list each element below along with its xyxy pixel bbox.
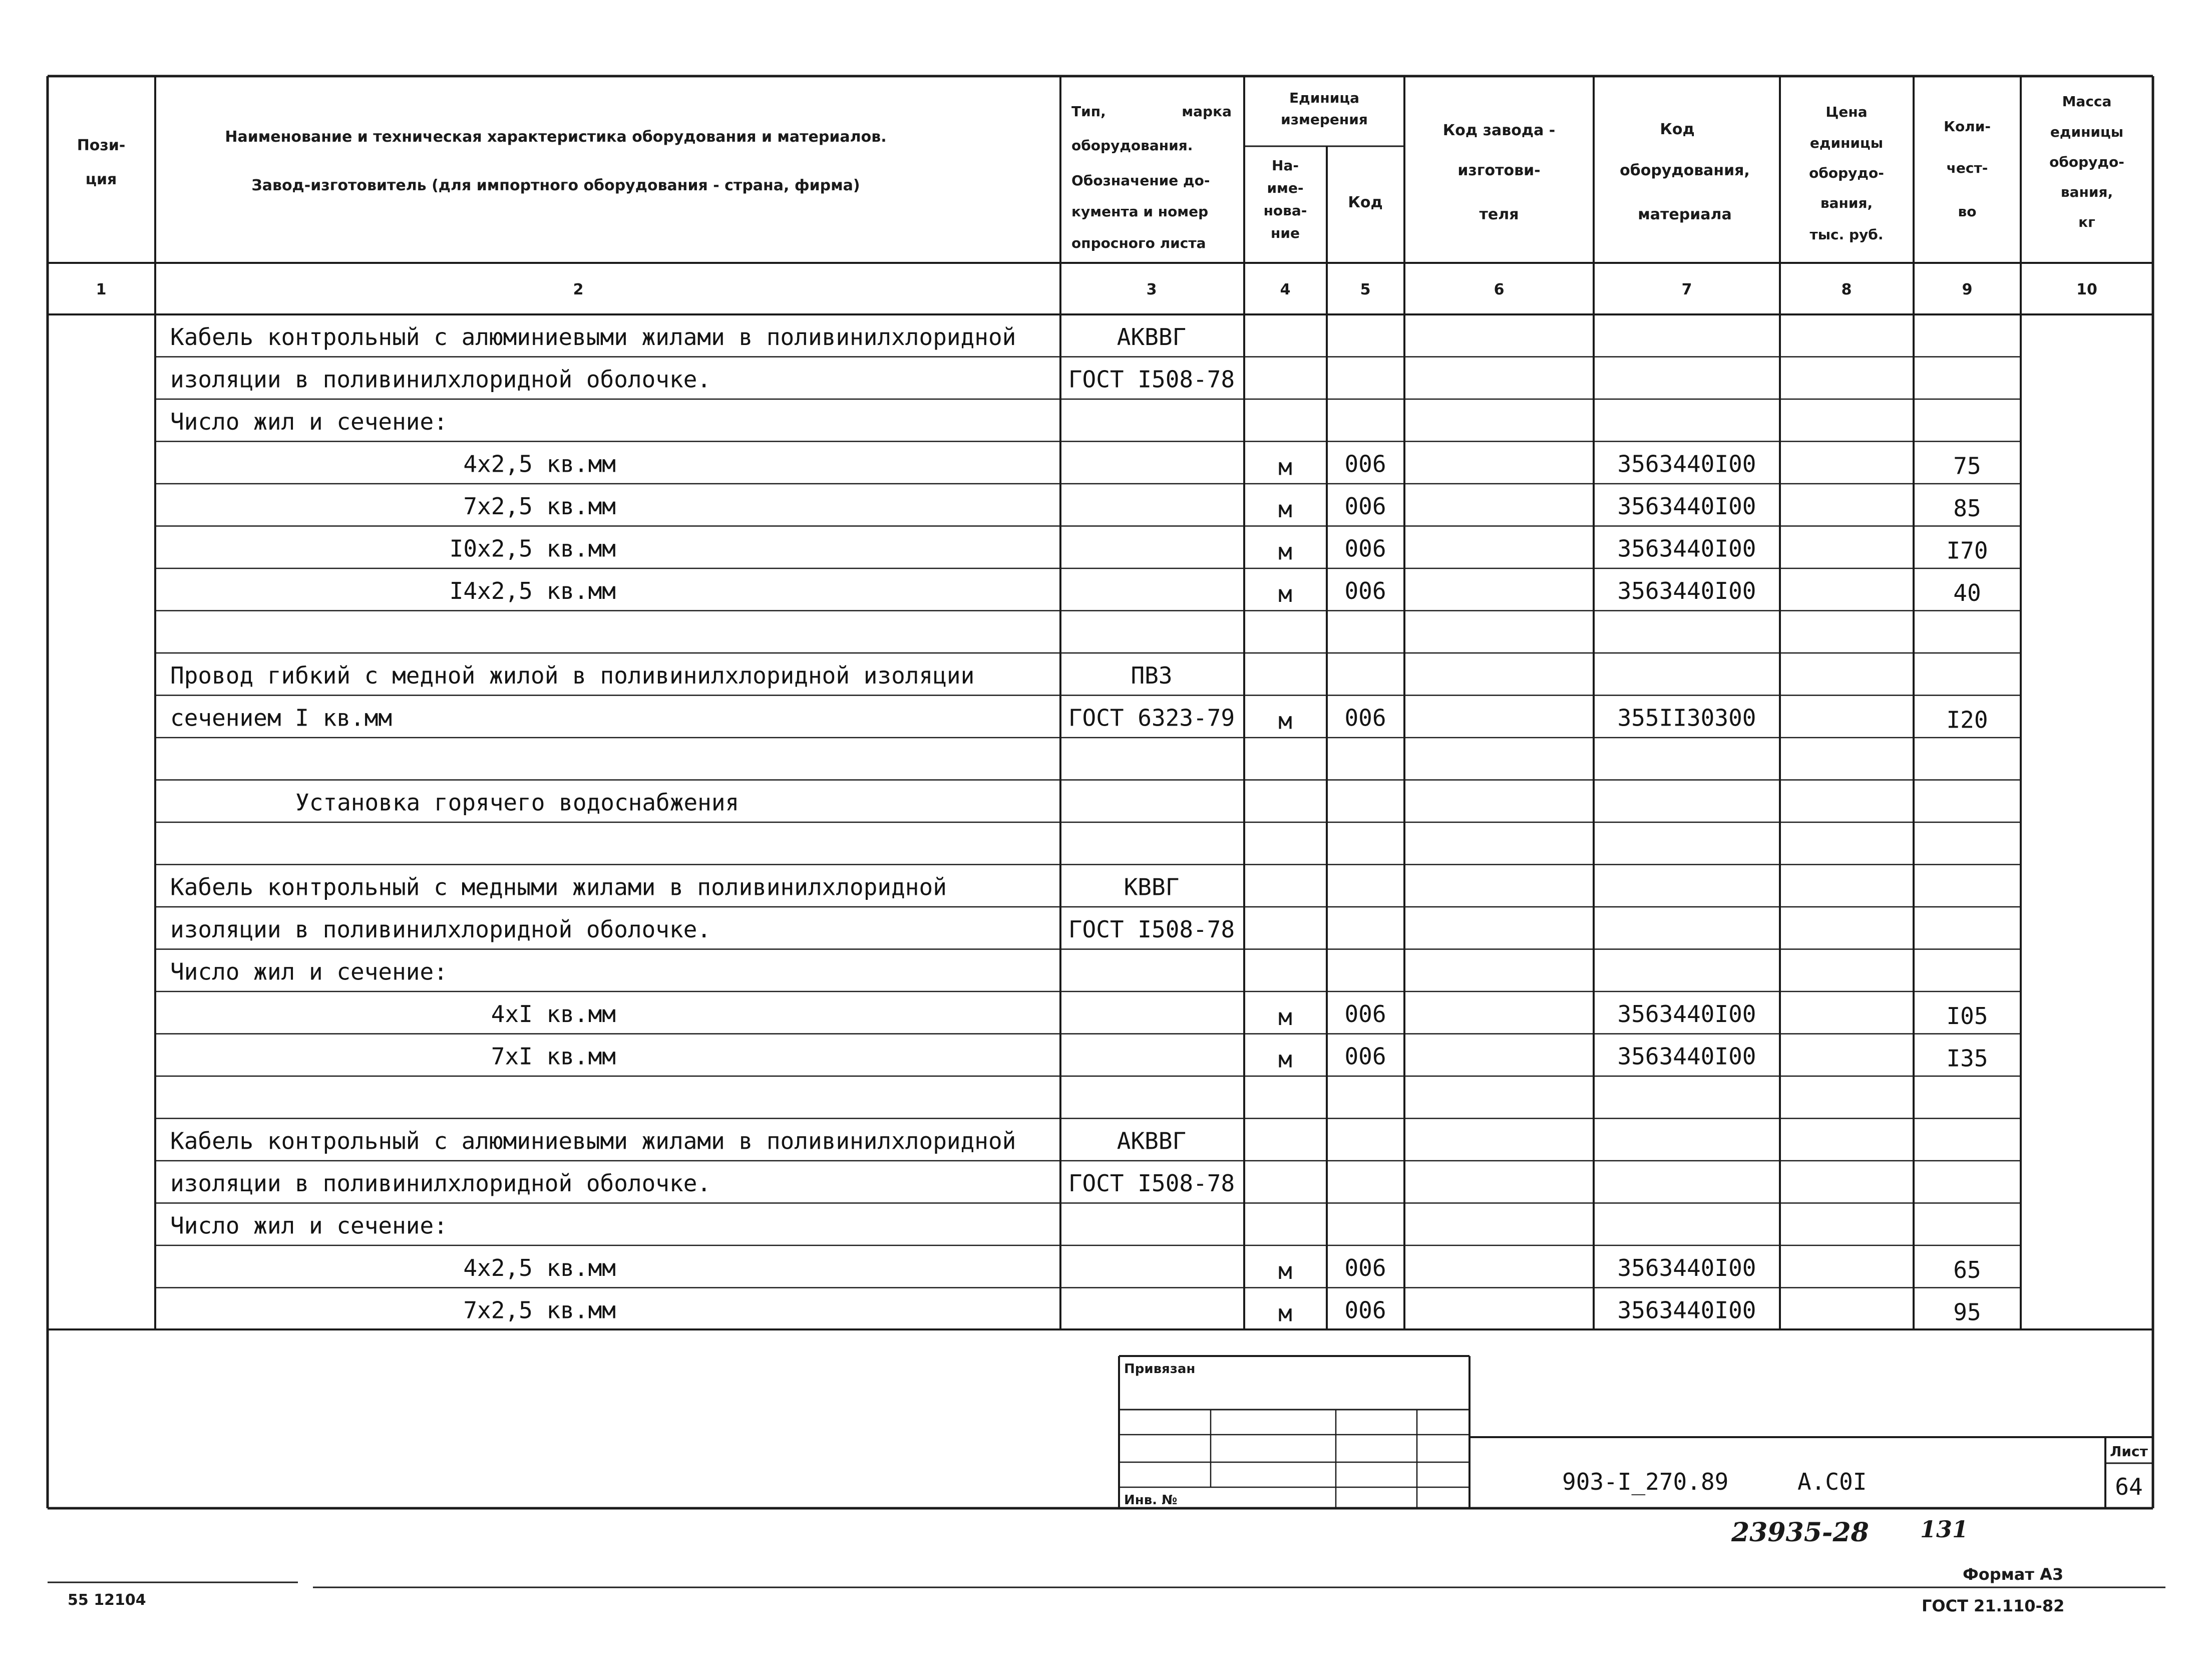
row-name: Кабель контрольный с алюминиевыми жилами в поливинилхлоридной (170, 323, 1016, 351)
row-material-code: 3563440I00 (1617, 535, 1756, 562)
row-unit-code: 006 (1344, 1000, 1386, 1028)
header-col1-l2: ция (85, 171, 117, 188)
row-unit-code: 006 (1344, 577, 1386, 604)
row-type: ГОСТ I508-78 (1068, 1169, 1235, 1197)
header-col3-l3: Обозначение до- (1071, 172, 1210, 189)
header-col3-l2: оборудования. (1071, 137, 1193, 154)
row-material-code: 3563440I00 (1617, 1296, 1756, 1324)
header-col4-l1: На- (1272, 157, 1299, 174)
row-name: сечением I кв.мм (170, 704, 393, 732)
attached-label: Привязан (1124, 1362, 1196, 1377)
row-quantity: I35 (1946, 1045, 1988, 1072)
row-unit: м (1278, 453, 1292, 481)
row-unit: м (1278, 707, 1292, 735)
header-col4-l3: нова- (1263, 202, 1307, 219)
row-unit-code: 006 (1344, 492, 1386, 520)
inv-number-label: Инв. № (1124, 1493, 1178, 1508)
header-col6-l1: Код завода - (1442, 122, 1556, 139)
row-quantity: 95 (1953, 1298, 1981, 1326)
header-col5: Код (1348, 194, 1383, 211)
row-type: ГОСТ I508-78 (1068, 366, 1235, 393)
row-type: КВВГ (1124, 873, 1180, 901)
row-unit-code: 006 (1344, 1296, 1386, 1324)
header-col10-l1: Масса (2062, 93, 2112, 110)
row-name: Кабель контрольный с медными жилами в поливинилхлоридной (170, 873, 947, 901)
row-quantity: I20 (1946, 706, 1988, 734)
row-type: АКВВГ (1117, 1127, 1187, 1155)
colnum-10: 10 (2076, 281, 2097, 298)
row-unit: м (1278, 538, 1292, 565)
header-col7-l3: материала (1638, 206, 1732, 223)
row-type: ГОСТ I508-78 (1068, 915, 1235, 943)
table-body (170, 323, 1988, 1327)
row-unit: м (1278, 1257, 1292, 1284)
row-name: 7хI кв.мм (491, 1043, 616, 1070)
row-name: Число жил и сечение: (170, 958, 448, 985)
row-unit-code: 006 (1344, 704, 1386, 732)
header-col7-l1: Код (1660, 121, 1695, 138)
header-col10-l4: вания, (2060, 184, 2113, 200)
colnum-5: 5 (1360, 281, 1371, 298)
table-header (77, 90, 2124, 251)
row-name: 7х2,5 кв.мм (463, 492, 616, 520)
header-col10-l3: оборудо- (2049, 154, 2124, 170)
row-material-code: 3563440I00 (1617, 492, 1756, 520)
footer-format: Формат А3 (1963, 1565, 2064, 1584)
header-col4-l2: име- (1267, 180, 1304, 196)
row-unit: м (1278, 580, 1292, 607)
sheet-number: 64 (2115, 1473, 2143, 1500)
row-name: изоляции в поливинилхлоридной оболочке. (170, 366, 711, 393)
row-name: 4х2,5 кв.мм (463, 1254, 616, 1281)
colnum-8: 8 (1841, 281, 1852, 298)
row-material-code: 355II30300 (1617, 704, 1756, 732)
header-col8-l5: тыс. руб. (1809, 226, 1884, 243)
row-material-code: 3563440I00 (1617, 1254, 1756, 1281)
header-col8-l2: единицы (1809, 135, 1884, 151)
header-col2-l2: Завод-изготовитель (для импортного оборудования - страна, фирма) (251, 177, 860, 194)
header-col9-l3: во (1958, 203, 1977, 220)
row-material-code: 3563440I00 (1617, 450, 1756, 478)
header-col3-l1a: Тип, (1071, 103, 1106, 120)
header-col3-l4: кумента и номер (1071, 203, 1209, 220)
row-quantity: 85 (1953, 494, 1981, 522)
row-unit: м (1278, 1046, 1292, 1073)
document-code: 903-I_270.89 (1562, 1468, 1729, 1495)
row-name: изоляции в поливинилхлоридной оболочке. (170, 1169, 711, 1197)
row-type: ПВЗ (1131, 661, 1173, 689)
header-col3-l1b: марка (1182, 103, 1232, 120)
row-material-code: 3563440I00 (1617, 577, 1756, 604)
handwritten-page-number: 131 (1920, 1516, 1969, 1543)
row-material-code: 3563440I00 (1617, 1043, 1756, 1070)
row-name: Число жил и сечение: (170, 408, 448, 435)
row-name: Установка горячего водоснабжения (295, 789, 740, 816)
header-col4-l4: ние (1271, 225, 1300, 241)
header-col9-l1: Коли- (1944, 118, 1991, 135)
row-name: 7х2,5 кв.мм (463, 1296, 616, 1324)
row-unit: м (1278, 495, 1292, 523)
header-col3-l5: опросного листа (1071, 235, 1206, 251)
row-quantity: 40 (1953, 579, 1981, 606)
row-type: ГОСТ 6323-79 (1068, 704, 1235, 732)
header-col6-l3: теля (1479, 206, 1519, 223)
row-unit-code: 006 (1344, 1043, 1386, 1070)
row-name: Число жил и сечение: (170, 1212, 448, 1239)
colnum-9: 9 (1962, 281, 1973, 298)
colnum-6: 6 (1494, 281, 1505, 298)
row-unit-code: 006 (1344, 535, 1386, 562)
colnum-3: 3 (1146, 281, 1157, 298)
footer-left-code: 55 12104 (68, 1591, 146, 1609)
row-unit-code: 006 (1344, 450, 1386, 478)
header-col10-l5: кг (2078, 214, 2095, 230)
header-col8-l1: Цена (1825, 104, 1868, 120)
row-material-code: 3563440I00 (1617, 1000, 1756, 1028)
row-quantity: I70 (1946, 537, 1988, 564)
header-unit-l2: измерения (1281, 111, 1368, 128)
row-name: I0х2,5 кв.мм (449, 535, 616, 562)
row-quantity: I05 (1946, 1002, 1988, 1030)
row-name: 4х2,5 кв.мм (463, 450, 616, 478)
header-col1-l1: Пози- (77, 137, 126, 154)
row-quantity: 65 (1953, 1256, 1981, 1283)
colnum-1: 1 (96, 281, 107, 298)
header-col6-l2: изготови- (1457, 162, 1541, 179)
document-suffix: А.С0I (1797, 1468, 1867, 1495)
header-col10-l2: единицы (2050, 124, 2124, 140)
header-unit-l1: Единица (1289, 90, 1359, 106)
row-quantity: 75 (1953, 452, 1981, 480)
row-name: 4хI кв.мм (491, 1000, 616, 1028)
colnum-4: 4 (1280, 281, 1291, 298)
header-col2-l1: Наименование и техническая характеристика оборудования и материалов. (225, 128, 887, 146)
header-col8-l3: оборудо- (1809, 165, 1884, 181)
header-col8-l4: вания, (1820, 195, 1873, 211)
row-name: Кабель контрольный с алюминиевыми жилами в поливинилхлоридной (170, 1127, 1016, 1155)
colnum-2: 2 (573, 281, 584, 298)
header-col7-l2: оборудования, (1620, 162, 1750, 179)
header-col9-l2: чест- (1946, 160, 1988, 176)
column-numbers (96, 281, 2097, 298)
colnum-7: 7 (1681, 281, 1692, 298)
row-type: АКВВГ (1117, 323, 1187, 351)
row-name: Провод гибкий с медной жилой в поливинилхлоридной изоляции (170, 661, 975, 689)
row-name: I4х2,5 кв.мм (449, 577, 616, 604)
handwritten-archive-number: 23935-28 (1731, 1517, 1869, 1548)
row-unit: м (1278, 1299, 1292, 1327)
sheet-label: Лист (2110, 1443, 2148, 1460)
row-unit: м (1278, 1003, 1292, 1031)
row-name: изоляции в поливинилхлоридной оболочке. (170, 915, 711, 943)
row-unit-code: 006 (1344, 1254, 1386, 1281)
footer-gost: ГОСТ 21.110-82 (1922, 1596, 2065, 1615)
